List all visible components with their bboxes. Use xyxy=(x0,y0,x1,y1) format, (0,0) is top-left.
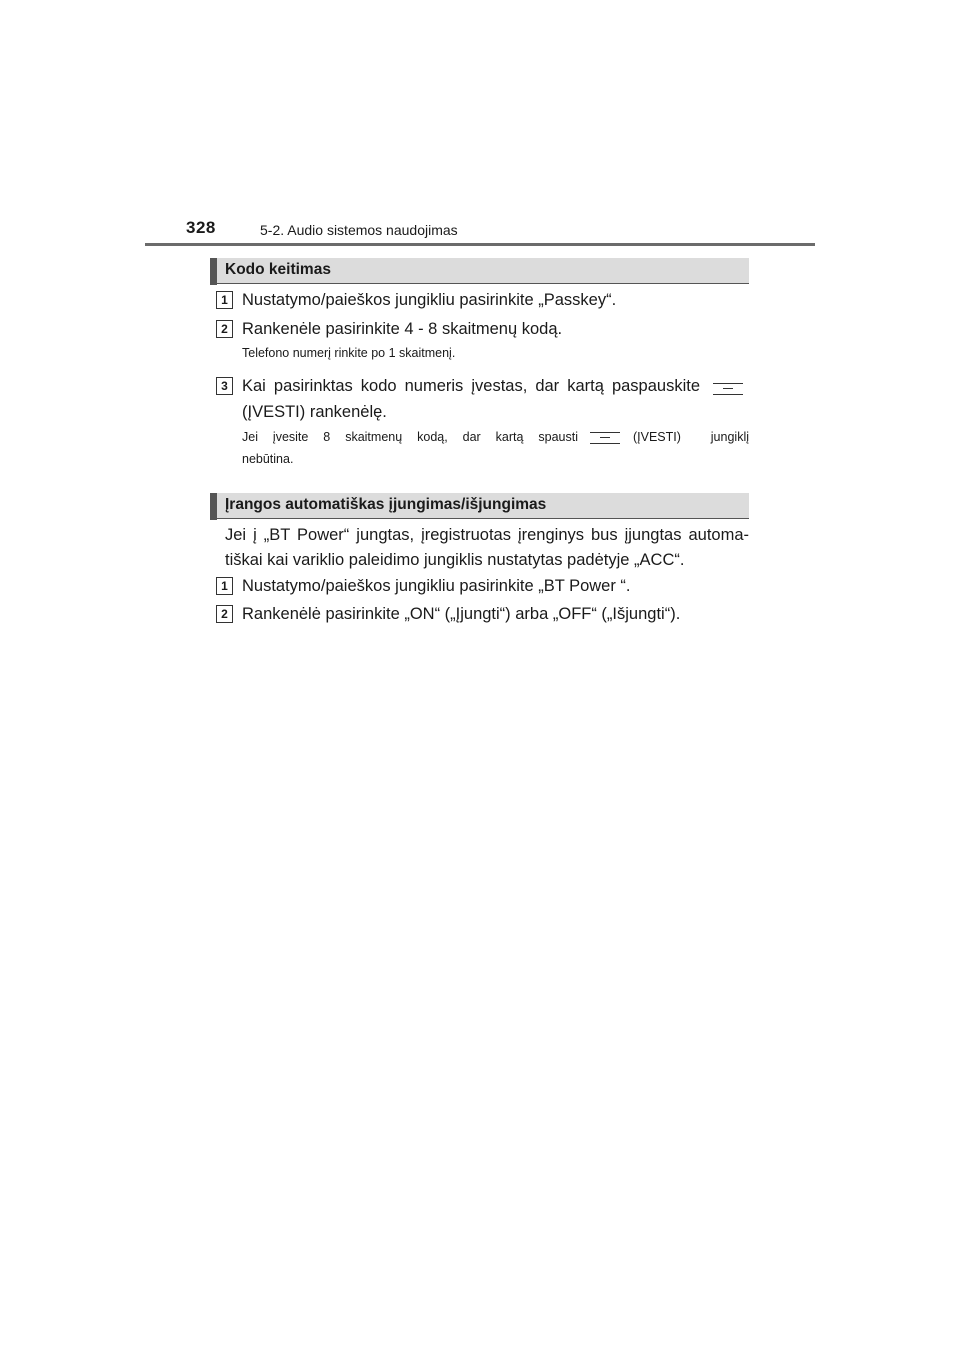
intro-text-line: Jei į „BT Power“ jungtas, įregistruotas įrenginys bus įjungtas automa- xyxy=(225,526,749,544)
step-note-line: Jei įvesite 8 skaitmenų kodą, dar kartą spausti xyxy=(242,430,578,444)
step-text-line: Kai pasirinktas kodo numeris įvestas, dar kartą paspauskite xyxy=(242,377,700,395)
enter-button-icon xyxy=(713,383,743,395)
step-text-line: (ĮVESTI) rankenėlę. xyxy=(242,403,387,421)
step-note-line: (ĮVESTI) jungiklį xyxy=(633,430,749,444)
step-text: Nustatymo/paieškos jungikliu pasirinkite „BT Power “. xyxy=(242,577,631,595)
step-number: 3 xyxy=(216,377,233,395)
step-text: Rankenėle pasirinkite 4 - 8 skaitmenų kodą. xyxy=(242,320,563,338)
step-number: 2 xyxy=(216,605,233,623)
section-heading-text: Įrangos automatiškas įjungimas/išjungimas xyxy=(225,496,547,513)
step-number: 1 xyxy=(216,291,233,309)
section-heading-auto-power xyxy=(210,493,749,519)
step-note-line: nebūtina. xyxy=(242,452,294,466)
header-rule xyxy=(145,243,815,246)
step-number: 2 xyxy=(216,320,233,338)
enter-button-icon xyxy=(590,432,620,444)
step-text: Rankenėlė pasirinkite „ON“ („Įjungti“) arba „OFF“ („Išjungti“). xyxy=(242,605,681,623)
section-header: 5-2. Audio sistemos naudojimas xyxy=(260,222,458,238)
page-number: 328 xyxy=(186,218,216,237)
section-heading-code-change xyxy=(210,258,749,284)
section-heading-text: Kodo keitimas xyxy=(225,261,331,278)
intro-text-line: tiškai kai variklio paleidimo jungiklis nustatytas padėtyje „ACC“. xyxy=(225,551,685,569)
step-number: 1 xyxy=(216,577,233,595)
step-text: Nustatymo/paieškos jungikliu pasirinkite „Passkey“. xyxy=(242,291,617,309)
step-note: Telefono numerį rinkite po 1 skaitmenį. xyxy=(242,346,456,360)
